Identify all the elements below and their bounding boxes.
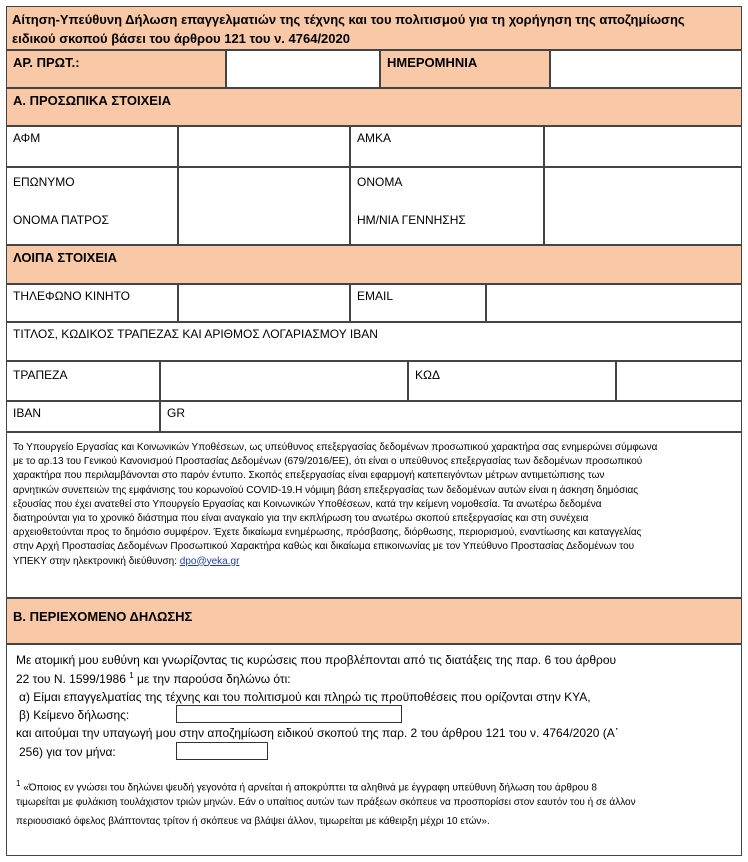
- footnote-line3: περιουσιακό όφελος βλάπτοντας τρίτον ή σκόπευε να βλάψει άλλον, τιμωρείται με κάθειρξη μέχρι 10 ετών».: [16, 816, 490, 827]
- declaration-item-b: β) Κείμενο δήλωσης:: [19, 708, 130, 722]
- declaration-line1: Με ατομική μου ευθύνη και γνωρίζοντας τις κυρώσεις που προβλέπονται από τις διατάξεις της παρ. 6 του άρθρου: [16, 653, 617, 667]
- declaration-intro-end: με την παρούσα δηλώνω ότι:: [133, 672, 291, 686]
- privacy-line: με το αρ.13 του Γενικού Κανονισμού Προστασίας Δεδομένων (679/2016/ΕΕ), ότι είναι ο υπεύθυνος επεξεργασίας των δεδομένων προσωπικού: [13, 456, 643, 468]
- iban-field[interactable]: GR: [160, 401, 742, 432]
- section-other-title: ΛΟΙΠΑ ΣΤΟΙΧΕΙΑ: [6, 245, 742, 284]
- declaration-text-field[interactable]: [176, 705, 402, 723]
- surname-field[interactable]: [178, 167, 350, 245]
- privacy-line: χαρακτήρα που περιλαμβάνονται στο παρόν έντυπο. Σκοπός επεξεργασίας είναι εφαρμογή κατεπειγόντων μέτρων αντιμετώπισης των: [13, 470, 605, 482]
- bank-code-label: ΚΩΔ: [408, 361, 616, 401]
- afm-field[interactable]: [178, 126, 350, 167]
- name-field[interactable]: [544, 167, 742, 245]
- surname-label: ΕΠΩΝΥΜΟ: [13, 175, 75, 189]
- mobile-phone-label: ΤΗΛΕΦΩΝΟ ΚΙΝΗΤΟ: [6, 284, 178, 322]
- form-title-line2: ειδικού σκοπού βάσει του άρθρου 121 του ν. 4764/2020: [12, 31, 350, 46]
- date-field[interactable]: [550, 50, 742, 88]
- bank-account-title: ΤΙΤΛΟΣ, ΚΩΔΙΚΟΣ ΤΡΑΠΕΖΑΣ ΚΑΙ ΑΡΙΘΜΟΣ ΛΟΓΑΡΙΑΣΜΟΥ IBAN: [6, 322, 742, 361]
- form-title-line1: Αίτηση-Υπεύθυνη Δήλωση επαγγελματιών της τέχνης και του πολιτισμού για τη χορήγηση της αποζημίωσης: [12, 12, 685, 27]
- email-field[interactable]: [486, 284, 742, 322]
- bank-code-field[interactable]: [616, 361, 742, 401]
- privacy-notice: [6, 432, 742, 598]
- amka-field[interactable]: [544, 126, 742, 167]
- month-field[interactable]: [176, 742, 268, 760]
- privacy-line: εξουσίας που έχει ανατεθεί στο Υπουργείο Εργασίας και Κοινωνικών Υποθέσεων, κατά την κείμενη νομοθεσία. Τα ανωτέρω δεδομένα: [13, 498, 602, 510]
- section-personal-title: Α. ΠΡΟΣΩΠΙΚΑ ΣΤΟΙΧΕΙΑ: [6, 88, 742, 126]
- amka-label: ΑΜΚΑ: [350, 126, 544, 167]
- declaration-apply-line: και αιτούμαι την υπαγωγή μου στην αποζημίωση ειδικού σκοπού της παρ. 2 του άρθρου 121 του ν. 4764/2020 (Α΄: [16, 726, 619, 740]
- privacy-notice-text: [13, 441, 737, 569]
- footnote-line1-row: [16, 779, 597, 794]
- surname-father-label-cell: [6, 167, 178, 245]
- footnote-line2: τιμωρείται με φυλάκιση τουλάχιστον τριών μηνών. Εάν ο υπαίτιος αυτών των πράξεων σκόπευε να προσπορίσει στον εαυτόν του ή σε άλλον: [16, 797, 636, 808]
- declaration-line2: [16, 671, 291, 686]
- dpo-email-link[interactable]: dpo@yeka.gr: [179, 555, 240, 567]
- law-reference: 22 του Ν. 1599/1986: [16, 672, 126, 686]
- name-birth-label-cell: [350, 167, 544, 245]
- bank-label: ΤΡΑΠΕΖΑ: [6, 361, 160, 401]
- iban-label: IBAN: [6, 401, 160, 432]
- declaration-body: [6, 644, 742, 856]
- footnote-ref: 1: [129, 671, 134, 680]
- privacy-line: Το Υπουργείο Εργασίας και Κοινωνικών Υποθέσεων, ως υπεύθυνος επεξεργασίας δεδομένων προσωπικού χαρακτήρα σας ενημερώνει σύμφωνα: [13, 442, 658, 453]
- form-title-block: [6, 6, 742, 50]
- father-name-label: ΟΝΟΜΑ ΠΑΤΡΟΣ: [13, 213, 109, 227]
- protocol-field[interactable]: [226, 50, 380, 88]
- privacy-line: στην Αρχή Προστασίας Δεδομένων Προσωπικού Χαρακτήρα καθώς και δικαίωμα επικοινωνίας με τον Υπεύθυνο Προστασίας Δεδομένων του: [13, 541, 635, 553]
- email-label: EMAIL: [350, 284, 486, 322]
- declaration-item-a: α) Είμαι επαγγελματίας της τέχνης και του πολιτισμού και πληρώ τις προϋποθέσεις που ορίζονται στην ΚΥΑ,: [19, 690, 591, 704]
- privacy-line: αρνητικών συνεπειών της εμφάνισης του κορωνοϊού COVID-19.Η νόμιμη βάση επεξεργασίας των δεδομένων αυτών είναι η άσκηση δημόσιας: [13, 484, 639, 496]
- privacy-line: διατηρούνται για το χρονικό διάστημα που είναι αναγκαίο για την εκπλήρωση του ανωτέρω σκοπού επεξεργασίας και στη συνέχεια: [13, 513, 589, 525]
- afm-label: ΑΦΜ: [6, 126, 178, 167]
- footnote-line1: «Όποιος εν γνώσει του δηλώνει ψευδή γεγονότα ή αρνείται ή αποκρύπτει τα αληθινά με έγγραφη υπεύθυνη δήλωση του άρθρου 8: [20, 782, 597, 794]
- footnote-mark: 1: [16, 779, 21, 788]
- privacy-line-last: [13, 555, 737, 569]
- privacy-line: ΥΠΕΚΥ στην ηλεκτρονική διεύθυνση:: [13, 555, 180, 567]
- name-label: ΟΝΟΜΑ: [357, 175, 403, 189]
- mobile-phone-field[interactable]: [178, 284, 350, 322]
- date-label: ΗΜΕΡΟΜΗΝΙΑ: [380, 50, 550, 88]
- section-declaration-title: Β. ΠΕΡΙΕΧΟΜΕΝΟ ΔΗΛΩΣΗΣ: [6, 598, 742, 644]
- protocol-label: ΑΡ. ΠΡΩΤ.:: [6, 50, 226, 88]
- privacy-line: αρχειοθετούνται προς το δημόσιο συμφέρον. Έχετε δικαίωμα ενημέρωσης, πρόσβασης, διόρθωσης, περιορισμού, εναντίωσης και καταγγελίας: [13, 527, 642, 539]
- bank-field[interactable]: [160, 361, 408, 401]
- month-label: 256) για τον μήνα:: [19, 745, 116, 759]
- birthdate-label: ΗΜ/ΝΙΑ ΓΕΝΝΗΣΗΣ: [357, 213, 466, 227]
